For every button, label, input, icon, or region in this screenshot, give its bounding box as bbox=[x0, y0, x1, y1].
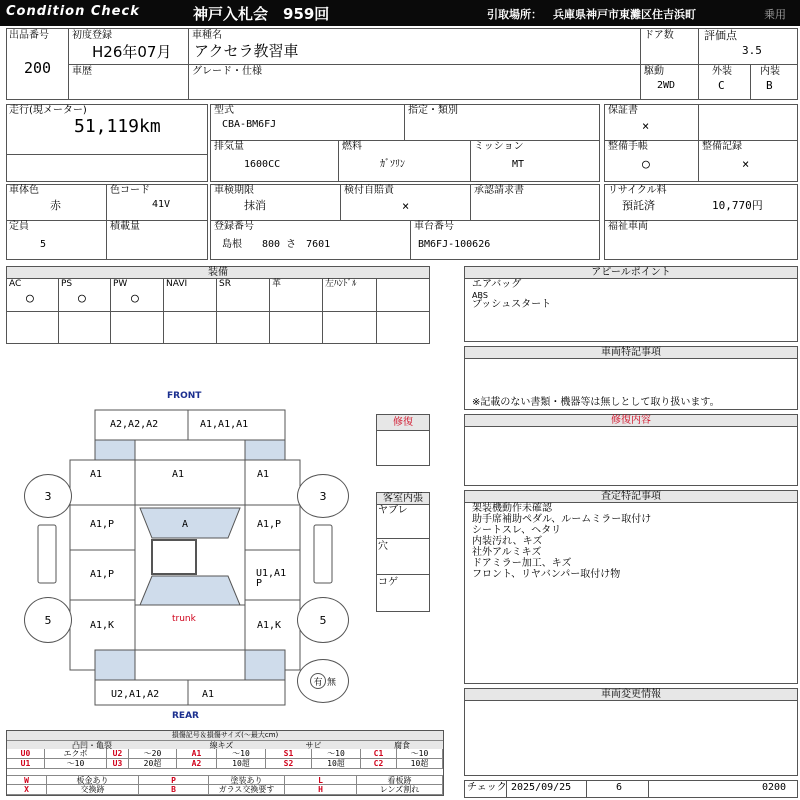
appeal-line-3: プッシュスタート bbox=[472, 299, 552, 310]
legend-w-desc: 板金あり bbox=[47, 775, 139, 785]
car-name-value: アクセラ教習車 bbox=[194, 42, 299, 60]
equip-label-ac: AC bbox=[9, 279, 22, 289]
rear-bumper-left: U2,A1,A2 bbox=[111, 689, 160, 700]
car-diagram bbox=[0, 400, 460, 710]
door-rr: U1,A1 P bbox=[256, 568, 287, 589]
legend-rust-header: サビ bbox=[266, 740, 361, 749]
insurance-value: × bbox=[402, 199, 410, 213]
legend-p-desc: 塗装あり bbox=[209, 775, 285, 785]
legend-a1-desc: ～10 bbox=[217, 749, 266, 759]
grade-label: グレード・仕様 bbox=[192, 66, 262, 77]
equip-label-sr: SR bbox=[219, 279, 231, 289]
equip-label-ps: PS bbox=[61, 279, 73, 289]
legend-dent-header: 凸凹・亀裂 bbox=[7, 740, 177, 749]
equip-label-lhd: 左ﾊﾝﾄﾞﾙ bbox=[325, 279, 357, 289]
legend-h-desc: レンズ割れ bbox=[357, 785, 443, 795]
drive-value: 2WD bbox=[657, 80, 676, 91]
windshield: A bbox=[182, 519, 189, 530]
assessment-line-7: フロント、リヤバンパー取付け物 bbox=[472, 569, 621, 580]
legend-s1-desc: ～10 bbox=[312, 749, 361, 759]
displacement-value: 1600CC bbox=[244, 159, 281, 170]
mission-label: ミッション bbox=[474, 141, 524, 152]
legend-u0-code: U0 bbox=[7, 749, 45, 759]
legend-u1-code: U1 bbox=[7, 759, 45, 769]
legend-a2-code: A2 bbox=[177, 759, 217, 769]
interior-lining-title: 客室内張 bbox=[377, 493, 429, 505]
legend-u3-desc: 20超 bbox=[129, 759, 177, 769]
assessment-line-5: 社外アルミキズ bbox=[472, 547, 542, 558]
warranty-label: 保証書 bbox=[608, 105, 638, 116]
designation-label: 指定・類別 bbox=[408, 105, 458, 116]
recycle-fee: 10,770円 bbox=[712, 199, 763, 212]
legend-u2-code: U2 bbox=[107, 749, 129, 759]
appeal-line-2: ABS bbox=[472, 291, 488, 300]
appeal-line-1: エアバッグ bbox=[472, 279, 522, 290]
assessment-line-1: 架装機動作未確認 bbox=[472, 503, 552, 514]
legend-u3-code: U3 bbox=[107, 759, 129, 769]
plate-label: 登録番号 bbox=[214, 221, 254, 232]
color-code-label: 色コード bbox=[110, 185, 150, 196]
rear-bumper-right: A1 bbox=[202, 689, 215, 700]
score-value: 3.5 bbox=[742, 44, 762, 57]
fuel-label: 燃料 bbox=[342, 141, 362, 152]
door-fr: A1,P bbox=[257, 519, 282, 530]
appeal-title: アピールポイント bbox=[465, 267, 797, 279]
hood: A1 bbox=[172, 469, 185, 480]
spare-suffix: 無 bbox=[326, 677, 336, 688]
special-title: 車両特記事項 bbox=[465, 347, 797, 359]
exterior-value: C bbox=[718, 79, 725, 92]
fender-fl: A1 bbox=[90, 469, 103, 480]
legend-b-code: B bbox=[139, 785, 209, 795]
recycle-label: リサイクル料 bbox=[608, 185, 667, 196]
legend-x-desc: 交換跡 bbox=[47, 785, 139, 795]
first-reg-label: 初度登録 bbox=[72, 30, 112, 41]
check-code: 0200 bbox=[762, 782, 787, 793]
color-value: 赤 bbox=[50, 199, 61, 212]
equipment-title: 装備 bbox=[7, 267, 429, 279]
mileage-value: 51,119km bbox=[74, 116, 161, 137]
tire-front-left: 3 bbox=[24, 474, 72, 518]
lining-tear: ヤブレ bbox=[378, 505, 408, 516]
pickup-label: 引取場所： bbox=[487, 8, 542, 21]
car-name-label: 車種名 bbox=[192, 30, 222, 41]
quarter-rr: A1,K bbox=[257, 620, 282, 631]
lot-number: 200 bbox=[24, 59, 52, 77]
trunk-label: trunk bbox=[172, 614, 196, 624]
legend-a1-code: A1 bbox=[177, 749, 217, 759]
repair-title: 修復内容 bbox=[465, 415, 797, 427]
legend-l-desc: 看板跡 bbox=[357, 775, 443, 785]
rear-label: REAR bbox=[172, 711, 199, 721]
category-badge: 乗用 bbox=[764, 8, 786, 21]
spec-block bbox=[210, 104, 600, 182]
warranty-value: × bbox=[642, 119, 650, 133]
assessment-line-2: 助手席補助ペダル、ルームミラー取付け bbox=[472, 514, 652, 525]
tire-rear-left: 5 bbox=[24, 597, 72, 643]
assessment-line-6: ドアミラー加工、キズ bbox=[472, 558, 572, 569]
tire-front-right: 3 bbox=[297, 474, 349, 518]
load-label: 積載量 bbox=[110, 221, 140, 232]
insurance-label: 検付自賠責 bbox=[344, 185, 394, 196]
legend-c2-code: C2 bbox=[361, 759, 397, 769]
legend-h-code: H bbox=[285, 785, 357, 795]
displacement-label: 排気量 bbox=[214, 141, 244, 152]
auction-title: 神戸入札会 959回 bbox=[193, 5, 330, 23]
score-label: 評価点 bbox=[704, 29, 737, 42]
mileage-label: 走行(現メーター) bbox=[9, 105, 87, 116]
equip-label-navi: NAVI bbox=[166, 279, 188, 289]
legend-corrosion-header: 腐食 bbox=[361, 740, 443, 749]
brand-title: Condition Check bbox=[6, 4, 140, 19]
chassis-value: BM6FJ-100626 bbox=[418, 239, 491, 250]
color-label: 車体色 bbox=[9, 185, 39, 196]
model-label: 型式 bbox=[214, 105, 234, 116]
check-num: 6 bbox=[616, 782, 623, 793]
lining-burn: コゲ bbox=[378, 577, 398, 588]
inspection-label: 車検期限 bbox=[214, 185, 254, 196]
tire-rear-right: 5 bbox=[297, 597, 349, 643]
drive-label: 駆動 bbox=[644, 66, 664, 77]
fender-fr: A1 bbox=[257, 469, 270, 480]
equip-value-ac: ○ bbox=[26, 291, 34, 306]
legend-u2-desc: ～20 bbox=[129, 749, 177, 759]
check-date: 2025/09/25 bbox=[511, 782, 572, 793]
legend-c2-desc: 10超 bbox=[397, 759, 443, 769]
spare-prefix-mark: 有 bbox=[310, 673, 326, 689]
legend-w-code: W bbox=[7, 775, 47, 785]
interior-label: 内装 bbox=[760, 66, 780, 77]
legend-title: 損傷記号＆損傷サイズ(～最大cm) bbox=[7, 731, 443, 740]
equip-value-ps: ○ bbox=[78, 291, 86, 306]
equip-label-leather: 革 bbox=[272, 279, 282, 289]
capacity-label: 定員 bbox=[9, 221, 29, 232]
lining-hole: 穴 bbox=[378, 541, 388, 552]
maint-book-label: 整備手帳 bbox=[608, 141, 648, 152]
legend-s2-code: S2 bbox=[266, 759, 312, 769]
legend-x-code: X bbox=[7, 785, 47, 795]
legend-u0-desc: エクボ bbox=[45, 749, 107, 759]
legend-a2-desc: 10超 bbox=[217, 759, 266, 769]
legend-b-desc: ガラス交換要す bbox=[209, 785, 285, 795]
legend-scratch-header: 線キズ bbox=[177, 740, 266, 749]
history-label: 車歴 bbox=[72, 66, 92, 77]
assessment-line-4: 内装汚れ、キズ bbox=[472, 536, 543, 547]
first-reg-value: H26年07月 bbox=[92, 43, 172, 61]
legend-s2-desc: 10超 bbox=[312, 759, 361, 769]
assessment-line-3: シートスレ、ヘタリ bbox=[472, 525, 562, 536]
legend-s1-code: S1 bbox=[266, 749, 312, 759]
legend-c1-desc: ～10 bbox=[397, 749, 443, 759]
welfare-label: 福祉車両 bbox=[608, 221, 648, 232]
legend-l-code: L bbox=[285, 775, 357, 785]
front-bumper-left: A2,A2,A2 bbox=[110, 419, 159, 430]
plate-value: 島根 800 さ 7601 bbox=[222, 239, 331, 250]
special-note: ※記載のない書類・機器等は無しとして取り扱います。 bbox=[472, 397, 720, 408]
recycle-status: 預託済 bbox=[622, 199, 655, 212]
chassis-label: 車台番号 bbox=[414, 221, 454, 232]
check-label: チェック bbox=[467, 782, 507, 793]
front-bumper-right: A1,A1,A1 bbox=[200, 419, 249, 430]
maint-record-label: 整備記録 bbox=[702, 141, 742, 152]
inspection-value: 抹消 bbox=[244, 199, 266, 212]
exterior-label: 外装 bbox=[712, 66, 732, 77]
equip-value-pw: ○ bbox=[131, 291, 139, 306]
legend-p-code: P bbox=[139, 775, 209, 785]
change-box bbox=[464, 688, 798, 776]
front-label: FRONT bbox=[167, 391, 202, 401]
approval-label: 承認請求書 bbox=[474, 185, 524, 196]
doors-label: ドア数 bbox=[644, 30, 674, 41]
lot-label: 出品番号 bbox=[9, 30, 49, 41]
door-rl: A1,P bbox=[90, 569, 115, 580]
interior-value: B bbox=[766, 79, 773, 92]
repair-side-title: 修復 bbox=[377, 415, 429, 431]
quarter-rl: A1,K bbox=[90, 620, 115, 631]
maint-book-value: ○ bbox=[642, 157, 650, 172]
legend-c1-code: C1 bbox=[361, 749, 397, 759]
spare-tire bbox=[297, 659, 349, 703]
change-title: 車両変更情報 bbox=[465, 689, 797, 701]
equip-label-pw: PW bbox=[113, 279, 128, 289]
color-code-value: 41V bbox=[152, 199, 171, 210]
maint-record-value: × bbox=[742, 157, 750, 171]
fuel-value: ｶﾞｿﾘﾝ bbox=[380, 159, 405, 170]
assessment-title: 査定特記事項 bbox=[465, 491, 797, 503]
capacity-value: 5 bbox=[40, 239, 47, 250]
door-fl: A1,P bbox=[90, 519, 115, 530]
mission-value: MT bbox=[512, 159, 525, 170]
legend-u1-desc: ～10 bbox=[45, 759, 107, 769]
model-value: CBA-BM6FJ bbox=[222, 119, 277, 130]
pickup-place: 兵庫県神戸市東灘区住吉浜町 bbox=[553, 8, 696, 21]
